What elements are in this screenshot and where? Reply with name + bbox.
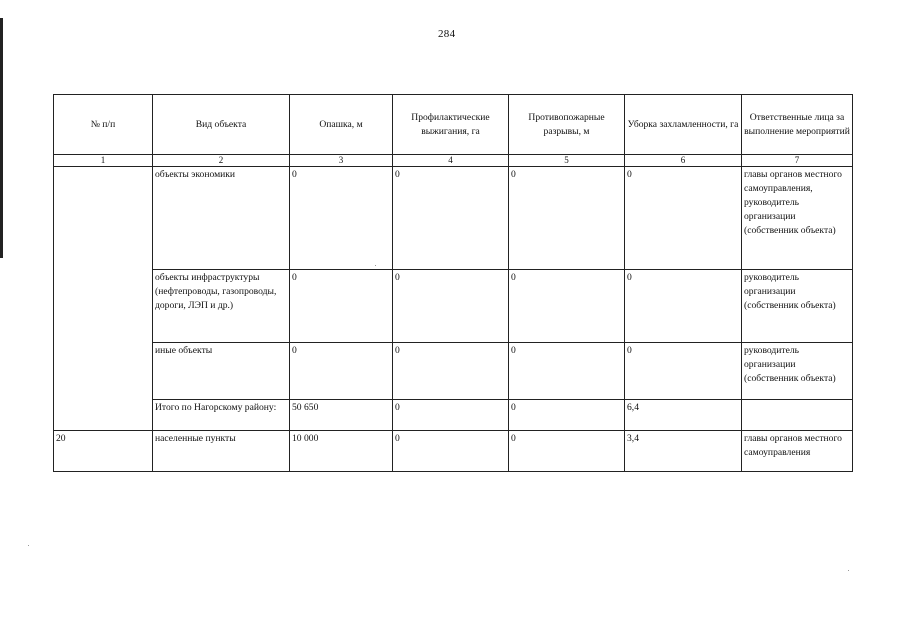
column-number: 2 [153,155,290,167]
responsible-cell: главы органов местного самоуправления [742,431,853,472]
plowing-cell: 50 650 [290,400,393,431]
header-row [54,95,853,155]
burning-cell: 0 [393,431,509,472]
clearing-cell: 6,4 [625,400,742,431]
row-number-cell [54,167,153,431]
scan-speck [375,265,376,266]
total-row [54,400,853,431]
firebreaks-cell: 0 [509,431,625,472]
clearing-cell: 0 [625,167,742,270]
burning-cell: 0 [393,400,509,431]
total-label-cell: Итого по Нагорскому району: [153,400,290,431]
header-clearing: Уборка захламленности, га [625,95,742,155]
clearing-cell: 0 [625,270,742,343]
plowing-cell: 0 [290,343,393,400]
scan-margin-bar [0,18,3,258]
burning-cell: 0 [393,270,509,343]
firebreaks-cell: 0 [509,270,625,343]
column-number: 6 [625,155,742,167]
object-type-cell: объекты экономики [153,167,290,270]
object-type-cell: объекты инфраструктуры (нефтепроводы, газопроводы, дороги, ЛЭП и др.) [153,270,290,343]
responsible-cell: руководитель организации (собственник объекта) [742,343,853,400]
header-responsible: Ответственные лица за выполнение мероприятий [742,95,853,155]
object-type-cell: населенные пункты [153,431,290,472]
column-number: 4 [393,155,509,167]
object-type-cell: иные объекты [153,343,290,400]
column-number: 7 [742,155,853,167]
table-row [54,343,853,400]
responsible-cell [742,400,853,431]
row-number-cell: 20 [54,431,153,472]
header-object-type: Вид объекта [153,95,290,155]
burning-cell: 0 [393,167,509,270]
responsible-cell: главы органов местного самоуправления, руководитель организации (собственник объекта) [742,167,853,270]
plowing-cell: 0 [290,270,393,343]
firebreaks-cell: 0 [509,343,625,400]
table-row [54,431,853,472]
responsible-cell: руководитель организации (собственник объекта) [742,270,853,343]
plowing-cell: 10 000 [290,431,393,472]
clearing-cell: 0 [625,343,742,400]
table-row [54,270,853,343]
column-number: 3 [290,155,393,167]
firebreaks-cell: 0 [509,400,625,431]
column-number: 5 [509,155,625,167]
table-row [54,167,853,270]
header-firebreaks: Противопожарные разрывы, м [509,95,625,155]
clearing-cell: 3,4 [625,431,742,472]
scan-speck [848,570,849,571]
plowing-cell: 0 [290,167,393,270]
measures-table [53,94,853,472]
column-number-row [54,155,853,167]
scan-speck [28,545,29,546]
firebreaks-cell: 0 [509,167,625,270]
header-burning: Профилактические выжигания, га [393,95,509,155]
header-number: № п/п [54,95,153,155]
page-number: 284 [438,28,456,40]
column-number: 1 [54,155,153,167]
header-plowing: Опашка, м [290,95,393,155]
burning-cell: 0 [393,343,509,400]
